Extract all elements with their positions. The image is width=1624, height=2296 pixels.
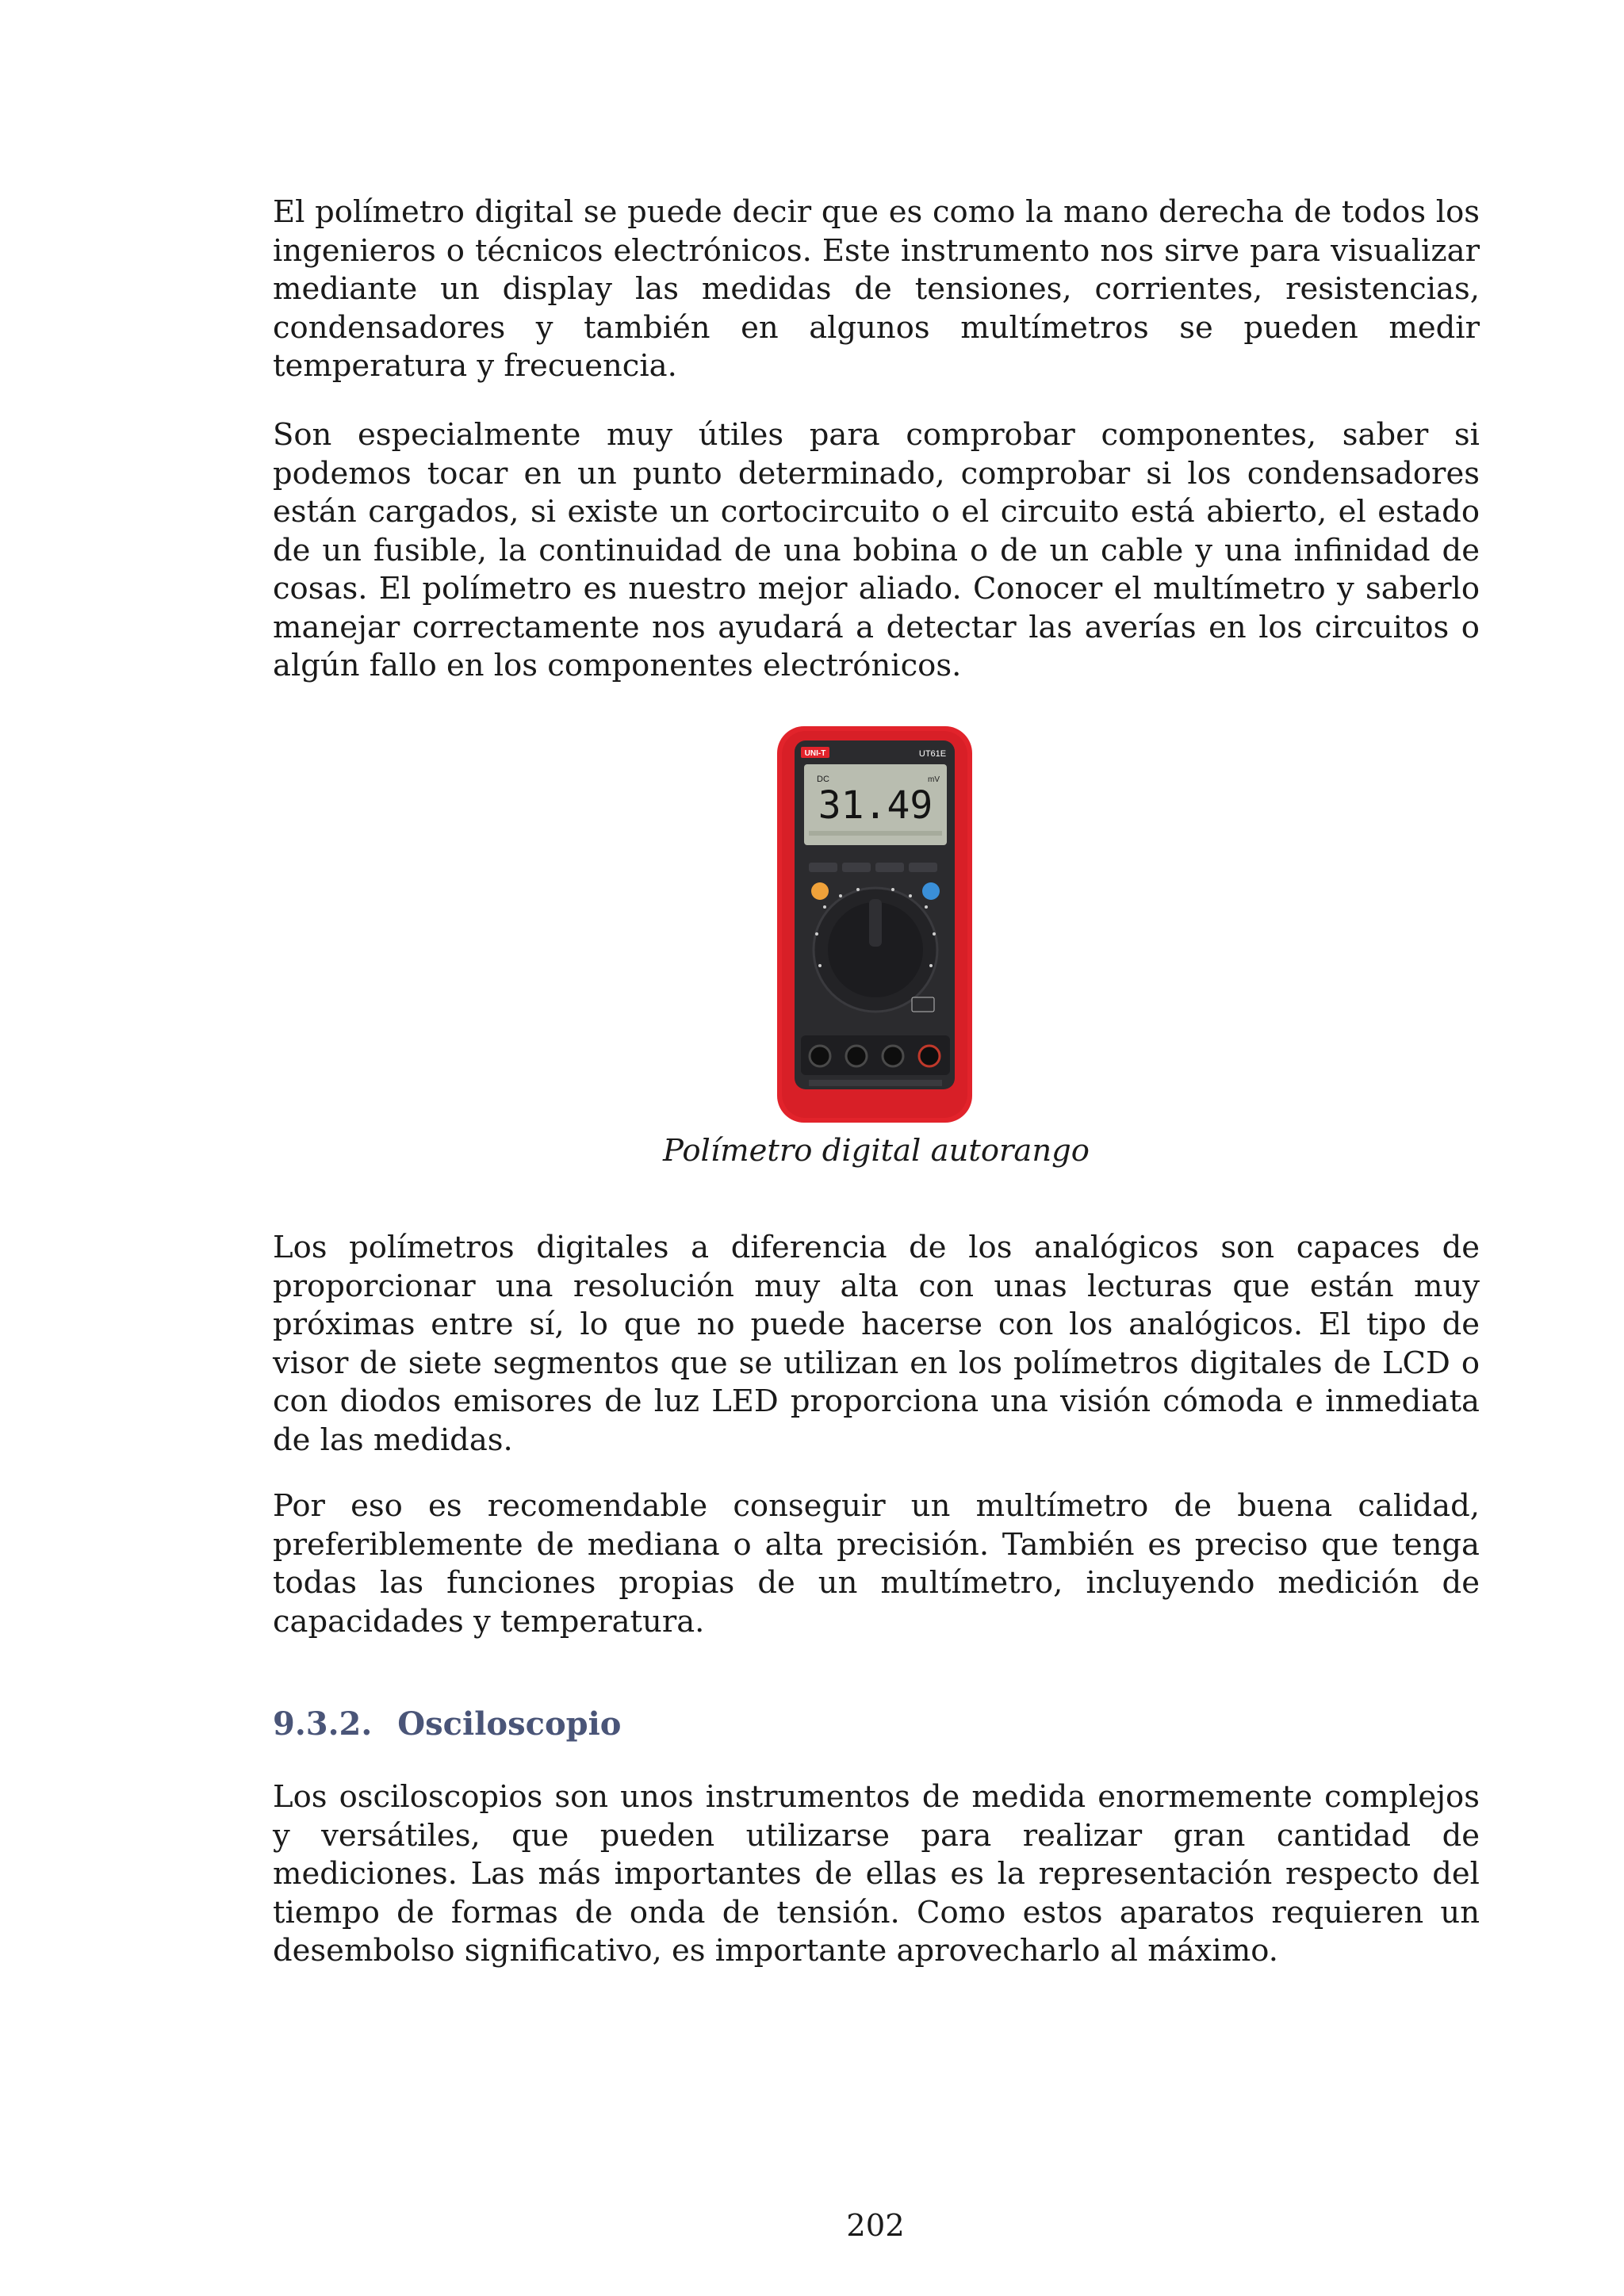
brand-label: UNI-T [804, 749, 826, 758]
paragraph-digital-vs-analog: Los polímetros digitales a diferencia de los analógicos son capaces de proporcionar una resolución muy alta con unas lecturas que están muy próximas entre sí, lo que no puede hacerse con los analógicos. El tipo de visor de siete segmentos que se utilizan en los polímetros digitales de LCD o con diodos emisores de luz LED proporciona una visión cómoda e inmediata de las medidas. [273, 1230, 1480, 1458]
paragraph-intro: El polímetro digital se puede decir que es como la mano derecha de todos los ingenieros o técnicos electrónicos. Este instrumento nos sirve para visualizar mediante un display las medidas de tensiones, corrientes, resistencias, condensadores y también en algunos multímetros se pueden medir temperatura y frecuencia. [273, 194, 1480, 384]
paragraph-recommendation: Por eso es recomendable conseguir un multímetro de buena calidad, preferiblemente de mediana o alta precisión. También es preciso que tenga todas las funciones propias de un multímetro, incluyendo medición de capacidades y temperatura. [273, 1488, 1480, 1640]
figure-caption: Polímetro digital autorango [662, 1133, 1090, 1169]
section-heading [273, 1705, 621, 1744]
multimeter-figure [753, 712, 996, 1128]
display-unit: mV [928, 775, 940, 784]
section-number: 9.3.2. [273, 1705, 373, 1743]
display-mode: DC [817, 775, 829, 784]
display-reading: 31.49 [818, 783, 933, 828]
page-number: 202 [846, 2208, 905, 2244]
multimeter-icon [753, 712, 996, 1128]
paragraph-uses: Son especialmente muy útiles para comprobar componentes, saber si podemos tocar en un punto determinado, comprobar si los condensadores están cargados, si existe un cortocircuito o el circuito está abierto, el estado de un fusible, la continuidad de una bobina o de un cable y una infinidad de cosas. El polímetro es nuestro mejor aliado. Conocer el multímetro y saberlo manejar correctamente nos ayudará a detectar las averías en los circuitos o algún fallo en los componentes electrónicos. [273, 417, 1480, 683]
section-title: Osciloscopio [397, 1705, 622, 1743]
model-label: UT61E [918, 749, 947, 759]
paragraph-oscilloscope: Los osciloscopios son unos instrumentos de medida enormemente complejos y versátiles, que pueden utilizarse para realizar gran cantidad de mediciones. Las más importantes de ellas es la representación respecto del tiempo de formas de onda de tensión. Como estos aparatos requieren un desembolso significativo, es importante aprovecharlo al máximo. [273, 1779, 1480, 1969]
